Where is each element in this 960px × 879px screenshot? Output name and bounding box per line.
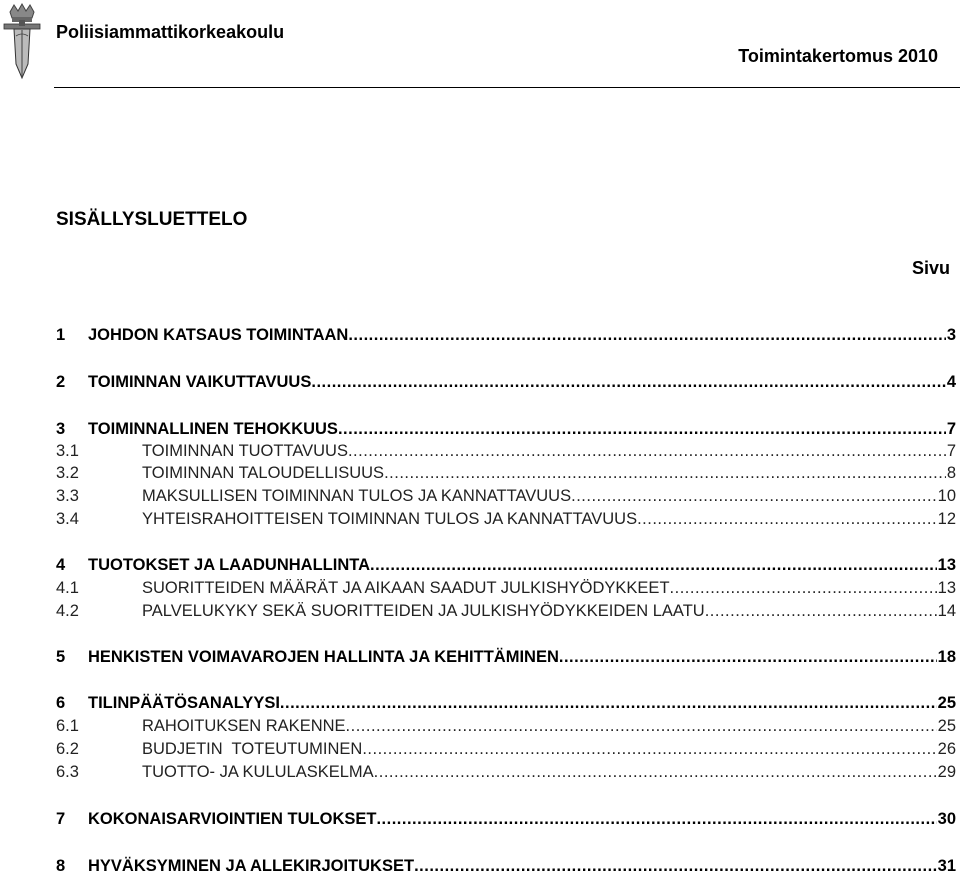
toc-entry-number: 4.2 bbox=[56, 602, 79, 620]
toc-entry-page: 29 bbox=[937, 763, 956, 781]
toc-entry-number: 2 bbox=[56, 373, 66, 391]
toc-entry-number: 5 bbox=[56, 648, 66, 666]
toc-dot-leader bbox=[346, 717, 937, 736]
toc-entry[interactable] bbox=[56, 326, 956, 348]
toc-entry-number: 3.3 bbox=[56, 487, 79, 505]
toc-entry-number: 7 bbox=[56, 810, 66, 828]
toc-entry-page: 18 bbox=[937, 648, 956, 666]
toc-entry[interactable] bbox=[56, 740, 956, 762]
toc-dot-leader bbox=[637, 510, 937, 529]
toc-entry-title: HYVÄKSYMINEN JA ALLEKIRJOITUKSET bbox=[88, 857, 415, 875]
toc-dot-leader bbox=[362, 740, 936, 759]
toc-entry-page: 25 bbox=[937, 717, 956, 735]
toc-entry-page: 13 bbox=[937, 579, 956, 597]
toc-entry-page: 26 bbox=[937, 740, 956, 758]
toc-entry[interactable] bbox=[56, 464, 956, 486]
page-header bbox=[0, 0, 960, 90]
toc-entry[interactable] bbox=[56, 717, 956, 739]
toc-heading: SISÄLLYSLUETTELO bbox=[56, 209, 248, 230]
toc-entry[interactable] bbox=[56, 579, 956, 601]
toc-entry-title: PALVELUKYKY SEKÄ SUORITTEIDEN JA JULKISHYÖDYKKEIDEN LAATU bbox=[142, 602, 705, 620]
toc-entry[interactable] bbox=[56, 556, 956, 578]
toc-entry-title: TUOTOKSET JA LAADUNHALLINTA bbox=[88, 556, 371, 574]
toc-entry-title: TOIMINNALLINEN TEHOKKUUS bbox=[88, 420, 338, 438]
toc-entry-page: 4 bbox=[946, 373, 956, 391]
toc-entry-title: YHTEISRAHOITTEISEN TOIMINNAN TULOS JA KANNATTAVUUS bbox=[142, 510, 638, 528]
toc-entry[interactable] bbox=[56, 763, 956, 785]
toc-entry-title: KOKONAISARVIOINTIEN TULOKSET bbox=[88, 810, 377, 828]
toc-entry-number: 3.4 bbox=[56, 510, 79, 528]
toc-dot-leader bbox=[280, 694, 937, 713]
toc-entry[interactable] bbox=[56, 510, 956, 532]
toc-entry-page: 30 bbox=[937, 810, 956, 828]
toc-entry-number: 3.1 bbox=[56, 442, 79, 460]
toc-dot-leader bbox=[571, 487, 937, 506]
toc-entry-title: TOIMINNAN TUOTTAVUUS bbox=[142, 442, 348, 460]
toc-entry-title: TOIMINNAN TALOUDELLISUUS bbox=[142, 464, 385, 482]
toc-entry-page: 8 bbox=[946, 464, 956, 482]
toc-entry-title: TILINPÄÄTÖSANALYYSI bbox=[88, 694, 280, 712]
toc-entry[interactable] bbox=[56, 602, 956, 624]
toc-entry[interactable] bbox=[56, 648, 956, 670]
toc-entry-title: HENKISTEN VOIMAVAROJEN HALLINTA JA KEHITTÄMINEN bbox=[88, 648, 559, 666]
toc-entry-number: 4 bbox=[56, 556, 66, 574]
header-divider bbox=[54, 87, 960, 88]
toc-dot-leader bbox=[559, 648, 937, 667]
toc-entry-title: MAKSULLISEN TOIMINNAN TULOS JA KANNATTAVUUS bbox=[142, 487, 572, 505]
toc-entry-page: 7 bbox=[946, 420, 956, 438]
toc-dot-leader bbox=[338, 420, 946, 439]
toc-dot-leader bbox=[384, 464, 946, 483]
toc-dot-leader bbox=[670, 579, 937, 598]
toc-dot-leader bbox=[348, 442, 946, 461]
toc-entry-number: 3 bbox=[56, 420, 66, 438]
toc-entry-page: 13 bbox=[937, 556, 956, 574]
toc-entry-title: TUOTTO- JA KULULASKELMA bbox=[142, 763, 374, 781]
toc-entry-title: TOIMINNAN VAIKUTTAVUUS bbox=[88, 373, 312, 391]
toc-dot-leader bbox=[374, 763, 937, 782]
toc-dot-leader bbox=[370, 556, 937, 575]
toc-dot-leader bbox=[414, 857, 937, 876]
police-emblem-icon bbox=[2, 2, 42, 80]
toc-entry-page: 7 bbox=[946, 442, 956, 460]
toc-entry-page: 14 bbox=[937, 602, 956, 620]
toc-entry-title: SUORITTEIDEN MÄÄRÄT JA AIKAAN SAADUT JULKISHYÖDYKKEET bbox=[142, 579, 670, 597]
toc-entry[interactable] bbox=[56, 694, 956, 716]
toc-entry-page: 31 bbox=[937, 857, 956, 875]
toc-dot-leader bbox=[705, 602, 937, 621]
organization-name: Poliisiammattikorkeakoulu bbox=[56, 22, 285, 42]
toc-entry[interactable] bbox=[56, 373, 956, 395]
toc-dot-leader bbox=[348, 326, 945, 345]
toc-entry[interactable] bbox=[56, 487, 956, 509]
toc-entry-title: BUDJETIN TOTEUTUMINEN bbox=[142, 740, 363, 758]
toc-entry[interactable] bbox=[56, 442, 956, 464]
toc-entry-number: 6 bbox=[56, 694, 66, 712]
toc-entry-number: 6.1 bbox=[56, 717, 79, 735]
toc-entry[interactable] bbox=[56, 420, 956, 442]
page-column-label: Sivu bbox=[911, 258, 950, 278]
toc-entry-number: 3.2 bbox=[56, 464, 79, 482]
toc-entry-title: RAHOITUKSEN RAKENNE bbox=[142, 717, 346, 735]
toc-entry-number: 8 bbox=[56, 857, 66, 875]
toc-dot-leader bbox=[376, 810, 936, 829]
toc-entry[interactable] bbox=[56, 810, 956, 832]
toc-entry-number: 6.3 bbox=[56, 763, 79, 781]
toc-entry-title: JOHDON KATSAUS TOIMINTAAN bbox=[88, 326, 349, 344]
toc-entry-page: 25 bbox=[937, 694, 956, 712]
toc-entry-page: 12 bbox=[937, 510, 956, 528]
toc-entry-number: 4.1 bbox=[56, 579, 79, 597]
toc-entry-number: 1 bbox=[56, 326, 66, 344]
toc-entry-page: 10 bbox=[937, 487, 956, 505]
toc-entry-number: 6.2 bbox=[56, 740, 79, 758]
document-title: Toimintakertomus 2010 bbox=[738, 46, 938, 66]
toc-dot-leader bbox=[311, 373, 945, 392]
toc-entry-page: 3 bbox=[946, 326, 956, 344]
